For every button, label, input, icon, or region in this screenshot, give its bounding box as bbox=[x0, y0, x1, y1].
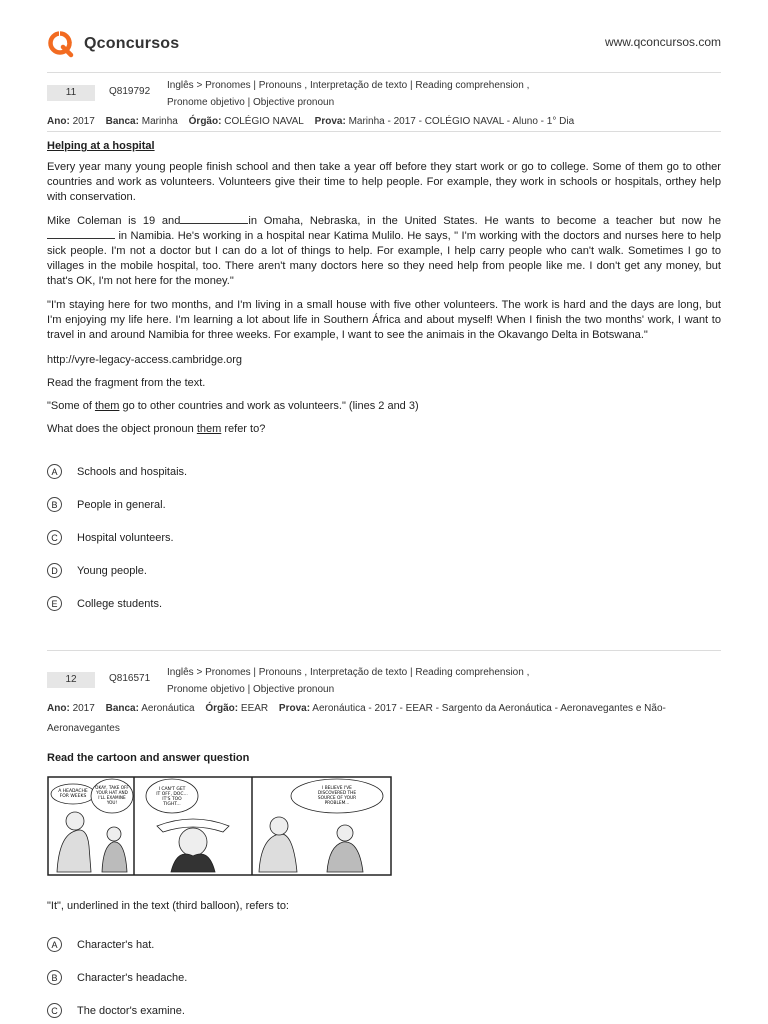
prompt-underlined: them bbox=[196, 423, 222, 435]
cartoon-balloon-text: IT'S TOO bbox=[162, 797, 182, 802]
meta-label: Banca: bbox=[105, 703, 139, 714]
option-letter-circle[interactable]: C bbox=[47, 530, 62, 545]
meta-label: Prova: bbox=[278, 703, 311, 714]
categories-line: Pronome objetivo | Objective pronoun bbox=[167, 97, 335, 108]
option-letter-circle[interactable]: D bbox=[47, 563, 62, 578]
meta-label: Banca: bbox=[105, 116, 139, 127]
quote-text: "Some of bbox=[47, 400, 95, 412]
text-fragment: in Omaha, Nebraska, in the United States. He wants to become a teacher but now he bbox=[248, 215, 721, 227]
option-text: People in general. bbox=[77, 498, 166, 511]
option-letter-circle[interactable]: E bbox=[47, 596, 62, 611]
cartoon-balloon-text: I BELIEVE I'VE bbox=[322, 786, 352, 791]
question-prompt: "It", underlined in the text (third balloon), refers to: bbox=[47, 900, 289, 912]
cartoon-balloon-text: I'LL EXAMINE bbox=[98, 795, 126, 800]
meta-label: Órgão: bbox=[188, 116, 222, 127]
question-number: 12 bbox=[47, 672, 95, 688]
divider bbox=[47, 72, 721, 73]
option-text: The doctor's examine. bbox=[77, 1004, 185, 1017]
answer-option-d[interactable] bbox=[47, 554, 721, 587]
question-categories bbox=[167, 664, 597, 698]
prompt-text: What does the object pronoun bbox=[47, 423, 197, 435]
option-text: Schools and hospitais. bbox=[77, 465, 188, 478]
question-instruction: Read the fragment from the text. bbox=[47, 377, 206, 389]
meta-orgao: COLÉGIO NAVAL bbox=[224, 116, 304, 127]
option-text: Hospital volunteers. bbox=[77, 531, 174, 544]
cartoon-balloon-text: I CAN'T GET bbox=[158, 787, 186, 792]
answer-option-c[interactable] bbox=[47, 994, 721, 1024]
meta-prova: Aeronáutica - 2017 - EEAR - Sargento da Aeronáutica - Aeronavegantes e Não- bbox=[312, 703, 666, 714]
question-categories bbox=[167, 77, 597, 111]
question-meta bbox=[47, 700, 721, 717]
answer-option-c[interactable] bbox=[47, 521, 721, 554]
option-letter-circle[interactable]: C bbox=[47, 1003, 62, 1018]
meta-prova: Marinha - 2017 - COLÉGIO NAVAL - Aluno - 1° Dia bbox=[348, 116, 575, 127]
answer-option-b[interactable] bbox=[47, 488, 721, 521]
question-prompt bbox=[47, 422, 721, 437]
meta-ano: 2017 bbox=[72, 703, 95, 714]
divider bbox=[47, 650, 721, 651]
option-text: Character's hat. bbox=[77, 938, 155, 951]
quoted-fragment bbox=[47, 399, 721, 414]
option-text: Character's headache. bbox=[77, 971, 188, 984]
categories-line: Inglês > Pronomes | Pronouns , Interpretação de texto | Reading comprehension , bbox=[167, 80, 530, 91]
answer-option-a[interactable] bbox=[47, 455, 721, 488]
meta-label: Ano: bbox=[47, 116, 70, 127]
quote-text: go to other countries and work as volunteers." (lines 2 and 3) bbox=[119, 400, 419, 412]
cartoon-balloon-text: SOURCE OF YOUR bbox=[317, 796, 357, 801]
text-paragraph bbox=[47, 214, 721, 289]
meta-orgao: EEAR bbox=[240, 703, 269, 714]
cartoon-balloon-text: FOR WEEKS bbox=[59, 794, 87, 799]
text-fragment: Mike Coleman is 19 and bbox=[47, 215, 181, 227]
brand-logo[interactable] bbox=[47, 30, 179, 58]
cartoon-balloon-text: YOU! bbox=[106, 800, 118, 805]
site-url[interactable]: www.qconcursos.com bbox=[604, 35, 721, 49]
meta-label: Ano: bbox=[47, 703, 70, 714]
answer-option-a[interactable] bbox=[47, 928, 721, 961]
cartoon-balloon-text: A HEADACHE bbox=[58, 789, 88, 794]
option-letter-circle[interactable]: A bbox=[47, 937, 62, 952]
blank-gap bbox=[180, 215, 248, 224]
option-text: College students. bbox=[77, 597, 162, 610]
text-paragraph: Every year many young people finish school and then take a year off before they start work or go to college. Some of them go to other countries and work as volunteers. Volunteers give their time to help people. For example, they work in schools or hospitals, orthey help with conservation. bbox=[47, 161, 721, 203]
answer-options bbox=[47, 455, 721, 620]
option-letter-circle[interactable]: B bbox=[47, 970, 62, 985]
quote-underlined: them bbox=[94, 400, 120, 412]
question-id[interactable]: Q819792 bbox=[109, 86, 151, 97]
answer-option-b[interactable] bbox=[47, 961, 721, 994]
brand-name: Qconcursos bbox=[84, 35, 180, 52]
question-id[interactable]: Q816571 bbox=[109, 673, 151, 684]
meta-banca: Aeronáutica bbox=[141, 703, 195, 714]
cartoon-balloon-text: PROBLEM... bbox=[324, 801, 350, 806]
cartoon-image bbox=[47, 776, 392, 876]
option-letter-circle[interactable]: A bbox=[47, 464, 62, 479]
cartoon-balloon-text: YOUR HAT AND bbox=[96, 790, 128, 795]
option-letter-circle[interactable]: B bbox=[47, 497, 62, 512]
question-header bbox=[47, 77, 721, 113]
qconcursos-logo-icon bbox=[47, 30, 75, 58]
answer-options bbox=[47, 928, 721, 1024]
text-paragraph: "I'm staying here for two months, and I'm living in a small house with five other volunteers. The work is hard and the days are long, but I'm enjoying my life here. I'm learning a lot about life in Southern África and about myself! When I finish the two months' work, I want to travel in and around Namibia for three weeks. For example, I want to see the animais in the Okavango Delta in Botswana." bbox=[47, 299, 721, 341]
text-title: Helping at a hospital bbox=[47, 140, 155, 152]
text-source: http://vyre-legacy-access.cambridge.org bbox=[47, 354, 243, 366]
meta-ano: 2017 bbox=[72, 116, 95, 127]
answer-option-e[interactable] bbox=[47, 587, 721, 620]
cartoon-balloon-text: TIGHT... bbox=[163, 802, 181, 807]
cartoon-balloon-text: DISCOVERED THE bbox=[317, 791, 357, 796]
question-card bbox=[47, 77, 721, 130]
meta-banca: Marinha bbox=[141, 116, 178, 127]
page-header bbox=[47, 30, 721, 60]
meta-label: Órgão: bbox=[205, 703, 239, 714]
cartoon-balloon-text: OKAY, TAKE OFF bbox=[95, 785, 129, 790]
question-header bbox=[47, 664, 721, 700]
meta-label: Prova: bbox=[314, 116, 346, 127]
categories-line: Pronome objetivo | Objective pronoun bbox=[167, 684, 335, 695]
question-body bbox=[47, 128, 721, 620]
prompt-text: refer to? bbox=[221, 423, 266, 435]
option-text: Young people. bbox=[77, 564, 147, 577]
cartoon-balloon-text: IT OFF, DOC... bbox=[156, 792, 188, 797]
blank-gap bbox=[47, 230, 115, 239]
text-fragment: in Namibia. He's working in a hospital near Katima Mulilo. He says, " I'm working with the doctors and nurses here to help sick people. I'm not a doctor but I can do a lot of things to help. For example, I help carry people who can't walk. Sometimes I go to villages in the mobile hospital, too. There aren't many doctors here so they need help from people like me. I don't get any money, but that's OK, I'm not here for the money." bbox=[47, 230, 721, 287]
question-instruction: Read the cartoon and answer question bbox=[47, 752, 250, 764]
categories-line: Inglês > Pronomes | Pronouns , Interpretação de texto | Reading comprehension , bbox=[167, 667, 530, 678]
question-card bbox=[47, 664, 721, 1024]
meta-prova-cont: Aeronavegantes bbox=[47, 723, 120, 734]
question-number: 11 bbox=[47, 85, 95, 101]
